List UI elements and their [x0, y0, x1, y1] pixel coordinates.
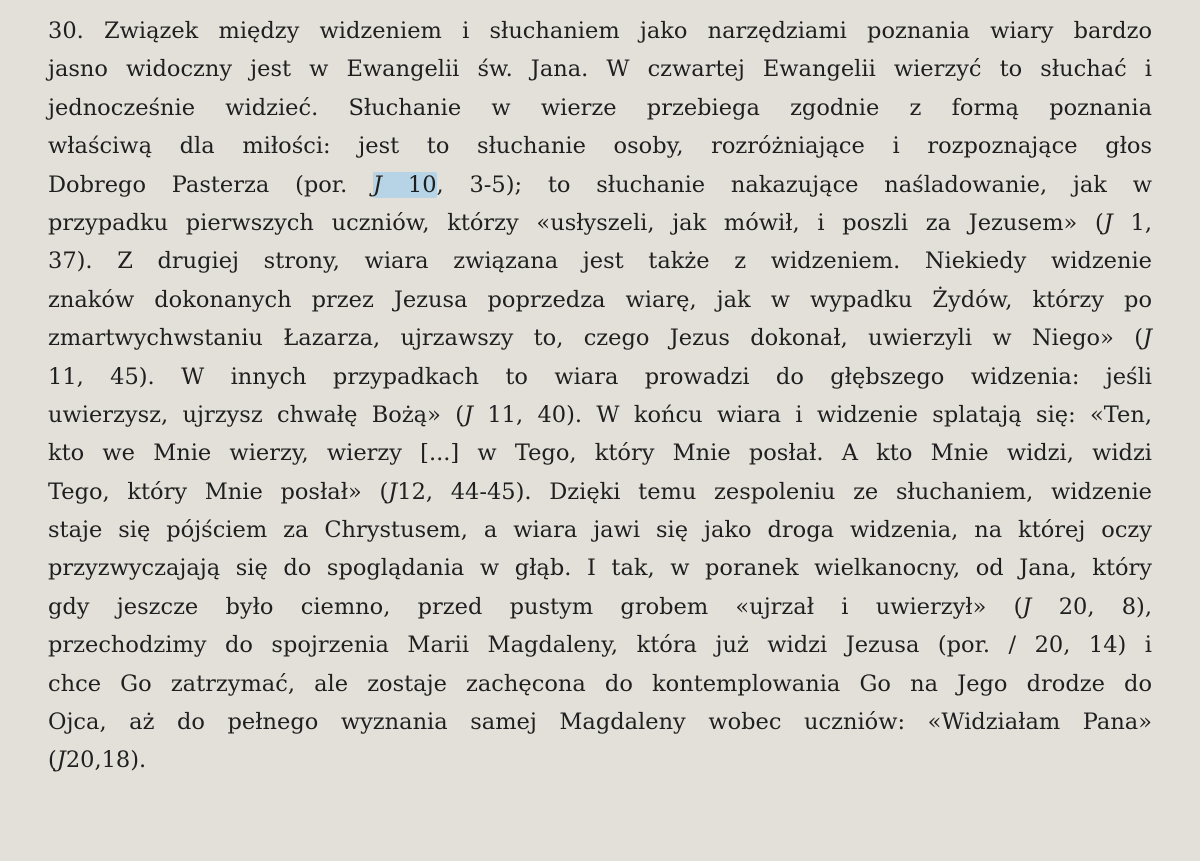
text-line: jasno widoczny jest w Ewangelii św. Jana. W czwartej Ewangelii wierzyć to słuchać i	[48, 56, 1152, 83]
paragraph-30	[48, 12, 1152, 780]
text-line: zmartwychwstaniu Łazarza, ujrzawszy to, czego Jezus dokonał, uwierzyli w Niego» (J	[48, 325, 1152, 352]
text-line: (J20,18).	[48, 747, 147, 774]
text-line: Ojca, aż do pełnego wyznania samej Magdaleny wobec uczniów: «Widziałam Pana»	[48, 709, 1152, 736]
text-line: kto we Mnie wierzy, wierzy [...] w Tego, który Mnie posłał. A kto Mnie widzi, widzi	[48, 440, 1152, 467]
text-line: gdy jeszcze było ciemno, przed pustym grobem «ujrzał i uwierzył» (J 20, 8),	[48, 593, 1152, 620]
text-line: właściwą dla miłości: jest to słuchanie osoby, rozróżniające i rozpoznające głos	[48, 133, 1152, 160]
text-line: uwierzysz, ujrzysz chwałę Bożą» (J 11, 40). W końcu wiara i widzenie splatają się: «Ten,	[48, 401, 1152, 428]
text-line: chce Go zatrzymać, ale zostaje zachęcona do kontemplowania Go na Jego drodze do	[48, 670, 1152, 697]
text-line: jednocześnie widzieć. Słuchanie w wierze przebiega zgodnie z formą poznania	[48, 94, 1152, 121]
text-line: przyzwyczajają się do spoglądania w głąb. I tak, w poranek wielkanocny, od Jana, który	[48, 555, 1152, 582]
text-line: znaków dokonanych przez Jezusa poprzedza wiarę, jak w wypadku Żydów, którzy po	[48, 286, 1152, 313]
text-line: 11, 45). W innych przypadkach to wiara prowadzi do głębszego widzenia: jeśli	[48, 363, 1152, 390]
text-line: przypadku pierwszych uczniów, którzy «usłyszeli, jak mówił, i poszli za Jezusem» (J 1,	[48, 209, 1152, 236]
text-line: Tego, który Mnie posłał» (J12, 44-45). Dzięki temu zespoleniu ze słuchaniem, widzenie	[48, 478, 1152, 505]
text-line: przechodzimy do spojrzenia Marii Magdaleny, która już widzi Jezusa (por. / 20, 14) i	[48, 632, 1152, 659]
text-line: Dobrego Pasterza (por. J 10, 3-5); to słuchanie nakazujące naśladowanie, jak w	[48, 171, 1152, 198]
text-line: 30. Związek między widzeniem i słuchaniem jako narzędziami poznania wiary bardzo	[48, 18, 1152, 44]
text-line: staje się pójściem za Chrystusem, a wiara jawi się jako droga widzenia, na której oczy	[48, 517, 1152, 544]
highlighted-reference: J 10	[373, 171, 437, 198]
text-line: 37). Z drugiej strony, wiara związana jest także z widzeniem. Niekiedy widzenie	[48, 248, 1152, 275]
